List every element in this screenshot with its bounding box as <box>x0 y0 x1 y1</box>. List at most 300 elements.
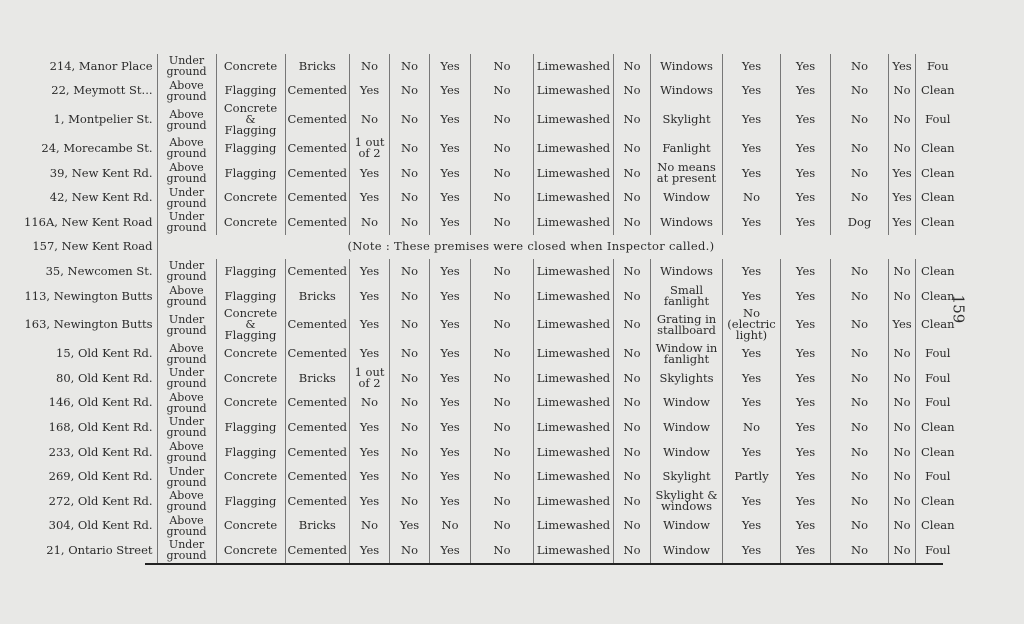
premises-cell: 157, New Kent Road <box>32 239 153 254</box>
c10-cell: No <box>614 366 651 391</box>
c6-cell: No <box>390 538 430 563</box>
c12-cell: Yes <box>723 489 781 514</box>
c8-cell: No <box>471 54 534 79</box>
c8-cell: No <box>471 391 534 416</box>
c13-cell: Yes <box>781 103 831 136</box>
c13-cell: Yes <box>781 79 831 104</box>
floor-cell: Concrete <box>216 464 285 489</box>
walls-treatment-cell: Limewashed <box>534 514 614 539</box>
premises-cell: 163, Newington Butts <box>24 317 153 332</box>
c13-cell: Yes <box>781 185 831 210</box>
ground-cell: Above ground <box>157 136 216 161</box>
lighting-cell: Windows <box>651 210 723 235</box>
c15-cell: No <box>889 366 916 391</box>
premises-cell: 80, Old Kent Rd. <box>56 370 153 385</box>
c12-cell: Yes <box>723 366 781 391</box>
page-number: 159 <box>949 294 968 324</box>
floor-cell: Concrete <box>216 54 285 79</box>
walls-cell: Cemented <box>285 341 350 366</box>
floor-cell: Concrete <box>216 185 285 210</box>
premises-cell: 146, Old Kent Rd. <box>48 395 153 410</box>
c8-cell: No <box>471 308 534 341</box>
c6-cell: No <box>390 161 430 186</box>
table-row <box>22 464 960 489</box>
c7-cell: Yes <box>430 136 471 161</box>
ground-cell: Above ground <box>157 514 216 539</box>
c7-cell: Yes <box>430 341 471 366</box>
c14-cell: No <box>831 489 889 514</box>
lighting-cell: Window <box>651 538 723 563</box>
c7-cell: No <box>430 514 471 539</box>
c14-cell: No <box>831 415 889 440</box>
table-row <box>22 161 960 186</box>
floor-cell: Concrete <box>216 538 285 563</box>
c14-cell: No <box>831 464 889 489</box>
walls-treatment-cell: Limewashed <box>534 259 614 284</box>
c10-cell: No <box>614 341 651 366</box>
walls-treatment-cell: Limewashed <box>534 79 614 104</box>
premises-cell: 21, Ontario Street <box>46 542 153 557</box>
table-row <box>22 341 960 366</box>
c6-cell: No <box>390 341 430 366</box>
lighting-cell: Window <box>651 514 723 539</box>
c8-cell: No <box>471 79 534 104</box>
table-row <box>22 210 960 235</box>
lighting-cell: Small fanlight <box>651 284 723 309</box>
table-row <box>22 136 960 161</box>
lighting-cell: Fanlight <box>651 136 723 161</box>
c15-cell: Yes <box>889 54 916 79</box>
c7-cell: Yes <box>430 391 471 416</box>
floor-cell: Concrete <box>216 341 285 366</box>
c10-cell: No <box>614 79 651 104</box>
c12-cell: No <box>723 415 781 440</box>
ground-cell: Above ground <box>157 103 216 136</box>
lighting-cell: Windows <box>651 259 723 284</box>
walls-treatment-cell: Limewashed <box>534 54 614 79</box>
walls-cell: Cemented <box>285 489 350 514</box>
c13-cell: Yes <box>781 391 831 416</box>
walls-treatment-cell: Limewashed <box>534 341 614 366</box>
c8-cell: No <box>471 464 534 489</box>
c13-cell: Yes <box>781 284 831 309</box>
c14-cell: Dog <box>831 210 889 235</box>
c7-cell: Yes <box>430 210 471 235</box>
c15-cell: No <box>889 259 916 284</box>
c12-cell: Yes <box>723 54 781 79</box>
condition-cell: Clean <box>916 79 960 104</box>
c15-cell: No <box>889 391 916 416</box>
c5-cell: No <box>350 210 390 235</box>
lighting-cell: Skylight & windows <box>651 489 723 514</box>
c7-cell: Yes <box>430 284 471 309</box>
lighting-cell: Window <box>651 415 723 440</box>
condition-cell: Clean <box>916 284 960 309</box>
c5-cell: Yes <box>350 415 390 440</box>
c8-cell: No <box>471 538 534 563</box>
c7-cell: Yes <box>430 54 471 79</box>
lighting-cell: Skylight <box>651 464 723 489</box>
table-row <box>22 514 960 539</box>
ground-cell: Above ground <box>157 341 216 366</box>
c6-cell: No <box>390 464 430 489</box>
c5-cell: No <box>350 103 390 136</box>
c5-cell: Yes <box>350 464 390 489</box>
c7-cell: Yes <box>430 79 471 104</box>
c12-cell: No <box>723 185 781 210</box>
walls-cell: Bricks <box>285 284 350 309</box>
c15-cell: No <box>889 514 916 539</box>
table-row <box>22 391 960 416</box>
table-row <box>22 415 960 440</box>
ground-cell: Under ground <box>157 464 216 489</box>
condition-cell: Clean <box>916 308 960 341</box>
c13-cell: Yes <box>781 308 831 341</box>
c5-cell: Yes <box>350 185 390 210</box>
bottom-rule <box>145 563 943 565</box>
c15-cell: No <box>889 538 916 563</box>
c13-cell: Yes <box>781 366 831 391</box>
c10-cell: No <box>614 440 651 465</box>
c12-cell: Yes <box>723 161 781 186</box>
c10-cell: No <box>614 391 651 416</box>
c6-cell: No <box>390 489 430 514</box>
ground-cell: Under ground <box>157 308 216 341</box>
c5-cell: Yes <box>350 538 390 563</box>
floor-cell: Concrete <box>216 366 285 391</box>
c10-cell: No <box>614 161 651 186</box>
floor-cell: Flagging <box>216 440 285 465</box>
lighting-cell: Window <box>651 440 723 465</box>
walls-treatment-cell: Limewashed <box>534 415 614 440</box>
lighting-cell: Windows <box>651 79 723 104</box>
c12-cell: Yes <box>723 284 781 309</box>
ground-cell: Above ground <box>157 391 216 416</box>
premises-cell: 22, Meymott St... <box>51 83 153 98</box>
c8-cell: No <box>471 185 534 210</box>
c7-cell: Yes <box>430 308 471 341</box>
premises-cell: 269, Old Kent Rd. <box>48 469 153 484</box>
c13-cell: Yes <box>781 341 831 366</box>
c7-cell: Yes <box>430 464 471 489</box>
c15-cell: No <box>889 136 916 161</box>
c12-cell: Yes <box>723 79 781 104</box>
premises-cell: 42, New Kent Rd. <box>49 190 153 205</box>
premises-cell: 113, Newington Butts <box>24 288 153 303</box>
c14-cell: No <box>831 136 889 161</box>
c12-cell: Yes <box>723 341 781 366</box>
c5-cell: No <box>350 54 390 79</box>
premises-cell: 24, Morecambe St. <box>41 140 153 155</box>
walls-treatment-cell: Limewashed <box>534 366 614 391</box>
table-row <box>22 235 960 260</box>
table-body <box>22 54 960 563</box>
c10-cell: No <box>614 259 651 284</box>
table-row <box>22 259 960 284</box>
c10-cell: No <box>614 538 651 563</box>
premises-cell: 15, Old Kent Rd. <box>56 346 153 361</box>
walls-cell: Cemented <box>285 259 350 284</box>
floor-cell: Flagging <box>216 489 285 514</box>
ground-cell: Under ground <box>157 54 216 79</box>
lighting-cell: Window <box>651 391 723 416</box>
premises-cell: 116A, New Kent Road <box>24 214 153 229</box>
condition-cell: Clean <box>916 440 960 465</box>
walls-cell: Cemented <box>285 391 350 416</box>
c12-cell: No (electric light) <box>723 308 781 341</box>
walls-cell: Bricks <box>285 54 350 79</box>
c7-cell: Yes <box>430 259 471 284</box>
c8-cell: No <box>471 415 534 440</box>
c15-cell: Yes <box>889 210 916 235</box>
walls-cell: Cemented <box>285 136 350 161</box>
condition-cell: Clean <box>916 489 960 514</box>
c14-cell: No <box>831 103 889 136</box>
c7-cell: Yes <box>430 103 471 136</box>
premises-cell: 35, Newcomen St. <box>45 263 153 278</box>
c8-cell: No <box>471 210 534 235</box>
c10-cell: No <box>614 54 651 79</box>
condition-cell: Foul <box>916 391 960 416</box>
c5-cell: Yes <box>350 341 390 366</box>
premises-cell: 168, Old Kent Rd. <box>48 419 153 434</box>
c6-cell: No <box>390 79 430 104</box>
c10-cell: No <box>614 489 651 514</box>
c6-cell: No <box>390 210 430 235</box>
condition-cell: Clean <box>916 161 960 186</box>
walls-treatment-cell: Limewashed <box>534 538 614 563</box>
c13-cell: Yes <box>781 489 831 514</box>
lighting-cell: No means at present <box>651 161 723 186</box>
condition-cell: Clean <box>916 514 960 539</box>
c6-cell: No <box>390 136 430 161</box>
premises-cell: 214, Manor Place <box>49 58 153 73</box>
lighting-cell: Grating in stallboard <box>651 308 723 341</box>
c6-cell: No <box>390 366 430 391</box>
condition-cell: Clean <box>916 210 960 235</box>
walls-cell: Cemented <box>285 210 350 235</box>
ground-cell: Under ground <box>157 185 216 210</box>
walls-cell: Cemented <box>285 79 350 104</box>
c8-cell: No <box>471 514 534 539</box>
inspection-note: (Note : These premises were closed when Inspector called.) <box>157 235 960 260</box>
c8-cell: No <box>471 341 534 366</box>
table-row <box>22 103 960 136</box>
walls-treatment-cell: Limewashed <box>534 185 614 210</box>
ground-cell: Under ground <box>157 259 216 284</box>
ground-cell: Above ground <box>157 284 216 309</box>
table-row <box>22 284 960 309</box>
c14-cell: No <box>831 79 889 104</box>
c15-cell: No <box>889 415 916 440</box>
c10-cell: No <box>614 464 651 489</box>
c15-cell: Yes <box>889 161 916 186</box>
c15-cell: No <box>889 464 916 489</box>
c15-cell: No <box>889 103 916 136</box>
c15-cell: No <box>889 489 916 514</box>
c14-cell: No <box>831 366 889 391</box>
c12-cell: Yes <box>723 538 781 563</box>
c6-cell: No <box>390 284 430 309</box>
floor-cell: Concrete & Flagging <box>216 103 285 136</box>
table-row <box>22 185 960 210</box>
walls-cell: Cemented <box>285 308 350 341</box>
c12-cell: Partly <box>723 464 781 489</box>
c12-cell: Yes <box>723 514 781 539</box>
floor-cell: Flagging <box>216 259 285 284</box>
condition-cell: Foul <box>916 366 960 391</box>
table-row <box>22 440 960 465</box>
c7-cell: Yes <box>430 440 471 465</box>
ground-cell: Above ground <box>157 161 216 186</box>
c8-cell: No <box>471 136 534 161</box>
c6-cell: No <box>390 185 430 210</box>
c8-cell: No <box>471 284 534 309</box>
walls-treatment-cell: Limewashed <box>534 464 614 489</box>
c14-cell: No <box>831 538 889 563</box>
c12-cell: Yes <box>723 103 781 136</box>
table-row <box>22 489 960 514</box>
condition-cell: Foul <box>916 538 960 563</box>
walls-cell: Cemented <box>285 161 350 186</box>
c14-cell: No <box>831 514 889 539</box>
floor-cell: Flagging <box>216 415 285 440</box>
c12-cell: Yes <box>723 391 781 416</box>
ground-cell: Under ground <box>157 415 216 440</box>
c5-cell: Yes <box>350 161 390 186</box>
c12-cell: Yes <box>723 136 781 161</box>
condition-cell: Clean <box>916 136 960 161</box>
c5-cell: Yes <box>350 79 390 104</box>
walls-treatment-cell: Limewashed <box>534 489 614 514</box>
walls-cell: Bricks <box>285 514 350 539</box>
c10-cell: No <box>614 103 651 136</box>
ground-cell: Above ground <box>157 489 216 514</box>
c8-cell: No <box>471 489 534 514</box>
c12-cell: Yes <box>723 440 781 465</box>
c13-cell: Yes <box>781 136 831 161</box>
c10-cell: No <box>614 514 651 539</box>
c15-cell: Yes <box>889 185 916 210</box>
lighting-cell: Window in fanlight <box>651 341 723 366</box>
lighting-cell: Skylight <box>651 103 723 136</box>
c7-cell: Yes <box>430 489 471 514</box>
condition-cell: Foul <box>916 341 960 366</box>
walls-cell: Cemented <box>285 440 350 465</box>
c7-cell: Yes <box>430 366 471 391</box>
walls-treatment-cell: Limewashed <box>534 284 614 309</box>
c10-cell: No <box>614 210 651 235</box>
ground-cell: Under ground <box>157 366 216 391</box>
c8-cell: No <box>471 366 534 391</box>
c5-cell: 1 out of 2 <box>350 366 390 391</box>
premises-inspection-table <box>22 54 960 563</box>
c5-cell: Yes <box>350 308 390 341</box>
condition-cell: Foul <box>916 464 960 489</box>
floor-cell: Concrete <box>216 210 285 235</box>
walls-treatment-cell: Limewashed <box>534 103 614 136</box>
c13-cell: Yes <box>781 514 831 539</box>
c6-cell: No <box>390 415 430 440</box>
c5-cell: No <box>350 514 390 539</box>
c6-cell: No <box>390 103 430 136</box>
c7-cell: Yes <box>430 538 471 563</box>
condition-cell: Fou <box>916 54 960 79</box>
c14-cell: No <box>831 185 889 210</box>
walls-treatment-cell: Limewashed <box>534 161 614 186</box>
c8-cell: No <box>471 103 534 136</box>
c6-cell: No <box>390 54 430 79</box>
c14-cell: No <box>831 391 889 416</box>
c12-cell: Yes <box>723 259 781 284</box>
walls-treatment-cell: Limewashed <box>534 136 614 161</box>
ground-cell: Above ground <box>157 440 216 465</box>
table-row <box>22 366 960 391</box>
c10-cell: No <box>614 136 651 161</box>
c13-cell: Yes <box>781 464 831 489</box>
c6-cell: No <box>390 391 430 416</box>
floor-cell: Flagging <box>216 284 285 309</box>
c13-cell: Yes <box>781 415 831 440</box>
c7-cell: Yes <box>430 161 471 186</box>
c14-cell: No <box>831 308 889 341</box>
c6-cell: No <box>390 440 430 465</box>
c14-cell: No <box>831 161 889 186</box>
lighting-cell: Windows <box>651 54 723 79</box>
premises-cell: 272, Old Kent Rd. <box>48 493 153 508</box>
table-row <box>22 308 960 341</box>
c15-cell: No <box>889 79 916 104</box>
floor-cell: Concrete & Flagging <box>216 308 285 341</box>
walls-cell: Cemented <box>285 415 350 440</box>
c5-cell: 1 out of 2 <box>350 136 390 161</box>
c7-cell: Yes <box>430 415 471 440</box>
lighting-cell: Skylights <box>651 366 723 391</box>
ground-cell: Under ground <box>157 210 216 235</box>
floor-cell: Flagging <box>216 79 285 104</box>
c13-cell: Yes <box>781 440 831 465</box>
c6-cell: No <box>390 259 430 284</box>
floor-cell: Concrete <box>216 391 285 416</box>
c10-cell: No <box>614 415 651 440</box>
c6-cell: Yes <box>390 514 430 539</box>
c15-cell: No <box>889 341 916 366</box>
c5-cell: Yes <box>350 259 390 284</box>
c15-cell: No <box>889 440 916 465</box>
walls-cell: Cemented <box>285 464 350 489</box>
c13-cell: Yes <box>781 54 831 79</box>
c5-cell: No <box>350 391 390 416</box>
c8-cell: No <box>471 161 534 186</box>
c12-cell: Yes <box>723 210 781 235</box>
c15-cell: No <box>889 284 916 309</box>
ground-cell: Above ground <box>157 79 216 104</box>
walls-cell: Cemented <box>285 103 350 136</box>
c14-cell: No <box>831 259 889 284</box>
premises-cell: 1, Montpelier St. <box>53 112 153 127</box>
premises-cell: 39, New Kent Rd. <box>49 165 153 180</box>
c5-cell: Yes <box>350 284 390 309</box>
c7-cell: Yes <box>430 185 471 210</box>
c14-cell: No <box>831 341 889 366</box>
premises-cell: 233, Old Kent Rd. <box>48 444 153 459</box>
condition-cell: Clean <box>916 259 960 284</box>
walls-cell: Bricks <box>285 366 350 391</box>
walls-treatment-cell: Limewashed <box>534 440 614 465</box>
c5-cell: Yes <box>350 440 390 465</box>
lighting-cell: Window <box>651 185 723 210</box>
c15-cell: Yes <box>889 308 916 341</box>
